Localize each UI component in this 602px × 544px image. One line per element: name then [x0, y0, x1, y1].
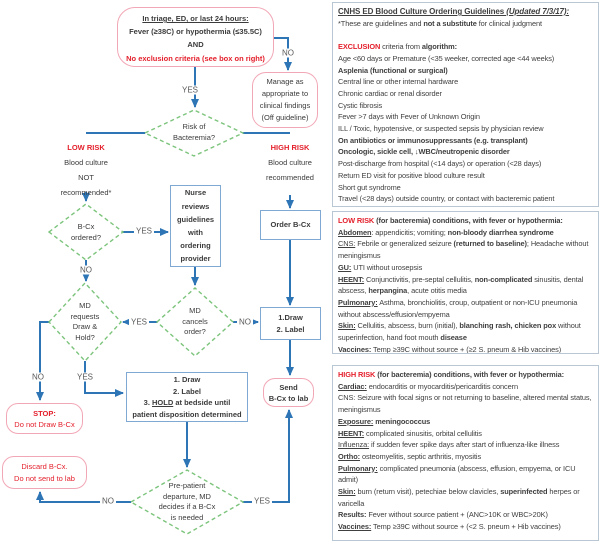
edge-label-yes: YES	[181, 85, 199, 95]
draw-label-node: 1.Draw 2. Label	[260, 307, 321, 340]
risk-diamond-label: Risk of Bacteremia?	[172, 122, 216, 142]
pre-patient-diamond-label: Pre-patient departure, MD decides if a B-Cx is needed	[158, 481, 216, 522]
edge-label-no: NO	[32, 372, 44, 382]
edge-label-yes: YES	[130, 317, 148, 327]
start-node: In triage, ED, or last 24 hours: Fever (≥38C) or hypothermia (≤35.5C) AND No exclusion criteria (see box on right)	[117, 7, 274, 67]
bcx-ordered-diamond-label: B-Cx ordered?	[70, 222, 102, 242]
edge-label-no: NO	[239, 317, 251, 327]
stop-node: STOP: Do not Draw B-Cx	[6, 403, 83, 434]
manage-off-guideline-node: Manage as appropriate to clinical findings (Off guideline)	[252, 72, 318, 128]
order-bcx-node: Order B-Cx	[260, 210, 321, 240]
md-requests-diamond-label: MD requests Draw & Hold?	[70, 301, 100, 342]
md-cancels-diamond-label: MD cancels order?	[182, 306, 208, 336]
edge-label-yes: YES	[253, 496, 271, 506]
edge-label-no: NO	[80, 265, 92, 275]
edge-label-no: NO	[102, 496, 114, 506]
high-risk-panel: HIGH RISK (for bacteremia) conditions, with fever or hypothermia: Cardiac: endocarditis or myocarditis/pericarditis concern CNS: Seizure with focal signs or not returning to baseline, altered mental status, meningismus Exposure: meningococcus HEENT: complicated sinusitis, orbital cellulitis Influenza: if sudden fever spike days after start of influenza-like illness Ortho: osteomyelitis, septic arthritis, myositis Pulmonary: complicated pneumonia (abscess, effusion, empyema, or ICU admit) Skin: burn (return visit), petechiae below clavicles, superinfected herpes or varicella Results: Fever without source patient + (ANC>10K or WBC>20K) Vaccines: Temp ≥39C without source + (<2 S. pneum + Hib vaccines)	[332, 365, 599, 541]
low-risk-label: LOW RISK Blood culture NOT recommended*	[60, 143, 112, 197]
edge-label-yes: YES	[76, 372, 94, 382]
edge-label-no: NO	[282, 48, 294, 58]
low-risk-panel: LOW RISK (for bacteremia) conditions, with fever or hypothermia: Abdomen: appendicitis; vomiting; non-bloody diarrhea syndrome CNS: Febrile or generalized seizure (returned to baseline); Headache without meningismus GU: UTI without urosepsis HEENT: Conjunctivitis, pre-septal cellulitis, non-complicated sinusitis, dental abscess, herpangina, acute otitis media Pulmonary: Asthma, bronchiolitis, croup, outpatient or non-ICU pneumonia without abscess/effusion/empyema Skin: Cellulitis, abscess, burn (initial), blanching rash, chicken pox without superinfection, hand foot mouth disease Vaccines: Temp ≥39C without source + (≥2 S. pneum & Hib vaccines)	[332, 211, 599, 354]
nurse-reviews-node: Nurse reviews guidelines with ordering provider	[170, 185, 221, 267]
edge-label-yes: YES	[135, 226, 153, 236]
guidelines-panel: CNHS ED Blood Culture Ordering Guidelines (Updated 7/3/17): *These are guidelines and not a substitute for clinical judgment EXCLUSION criteria from algorithm: Age <60 days or Premature (<35 weeker, corrected age <44 weeks) Asplenia (functional or surgical) Central line or other internal hardware Chronic cardiac or renal disorder Cystic fibrosis Fever >7 days with Fever of Unknown Origin ILL / Toxic, hypotensive, or suspected sepsis by physician review On antibiotics or immunosuppressants (e.g. transplant) Oncologic, sickle cell, ↓WBC/neutropenic disorder Post-discharge from hospital (<14 days) or operation (<28 days) Return ED visit for positive blood culture result Short gut syndrome Travel (<28 days) outside country, or contact with bacteremic patient	[332, 2, 599, 207]
high-risk-label: HIGH RISK Blood culture recommended	[266, 143, 314, 182]
draw-label-hold-node: 1. Draw 2. Label 3. HOLD at bedside until patient disposition determined	[126, 372, 248, 422]
send-to-lab-node: Send B-Cx to lab	[263, 378, 314, 407]
discard-node: Discard B-Cx. Do not send to lab	[2, 456, 87, 489]
